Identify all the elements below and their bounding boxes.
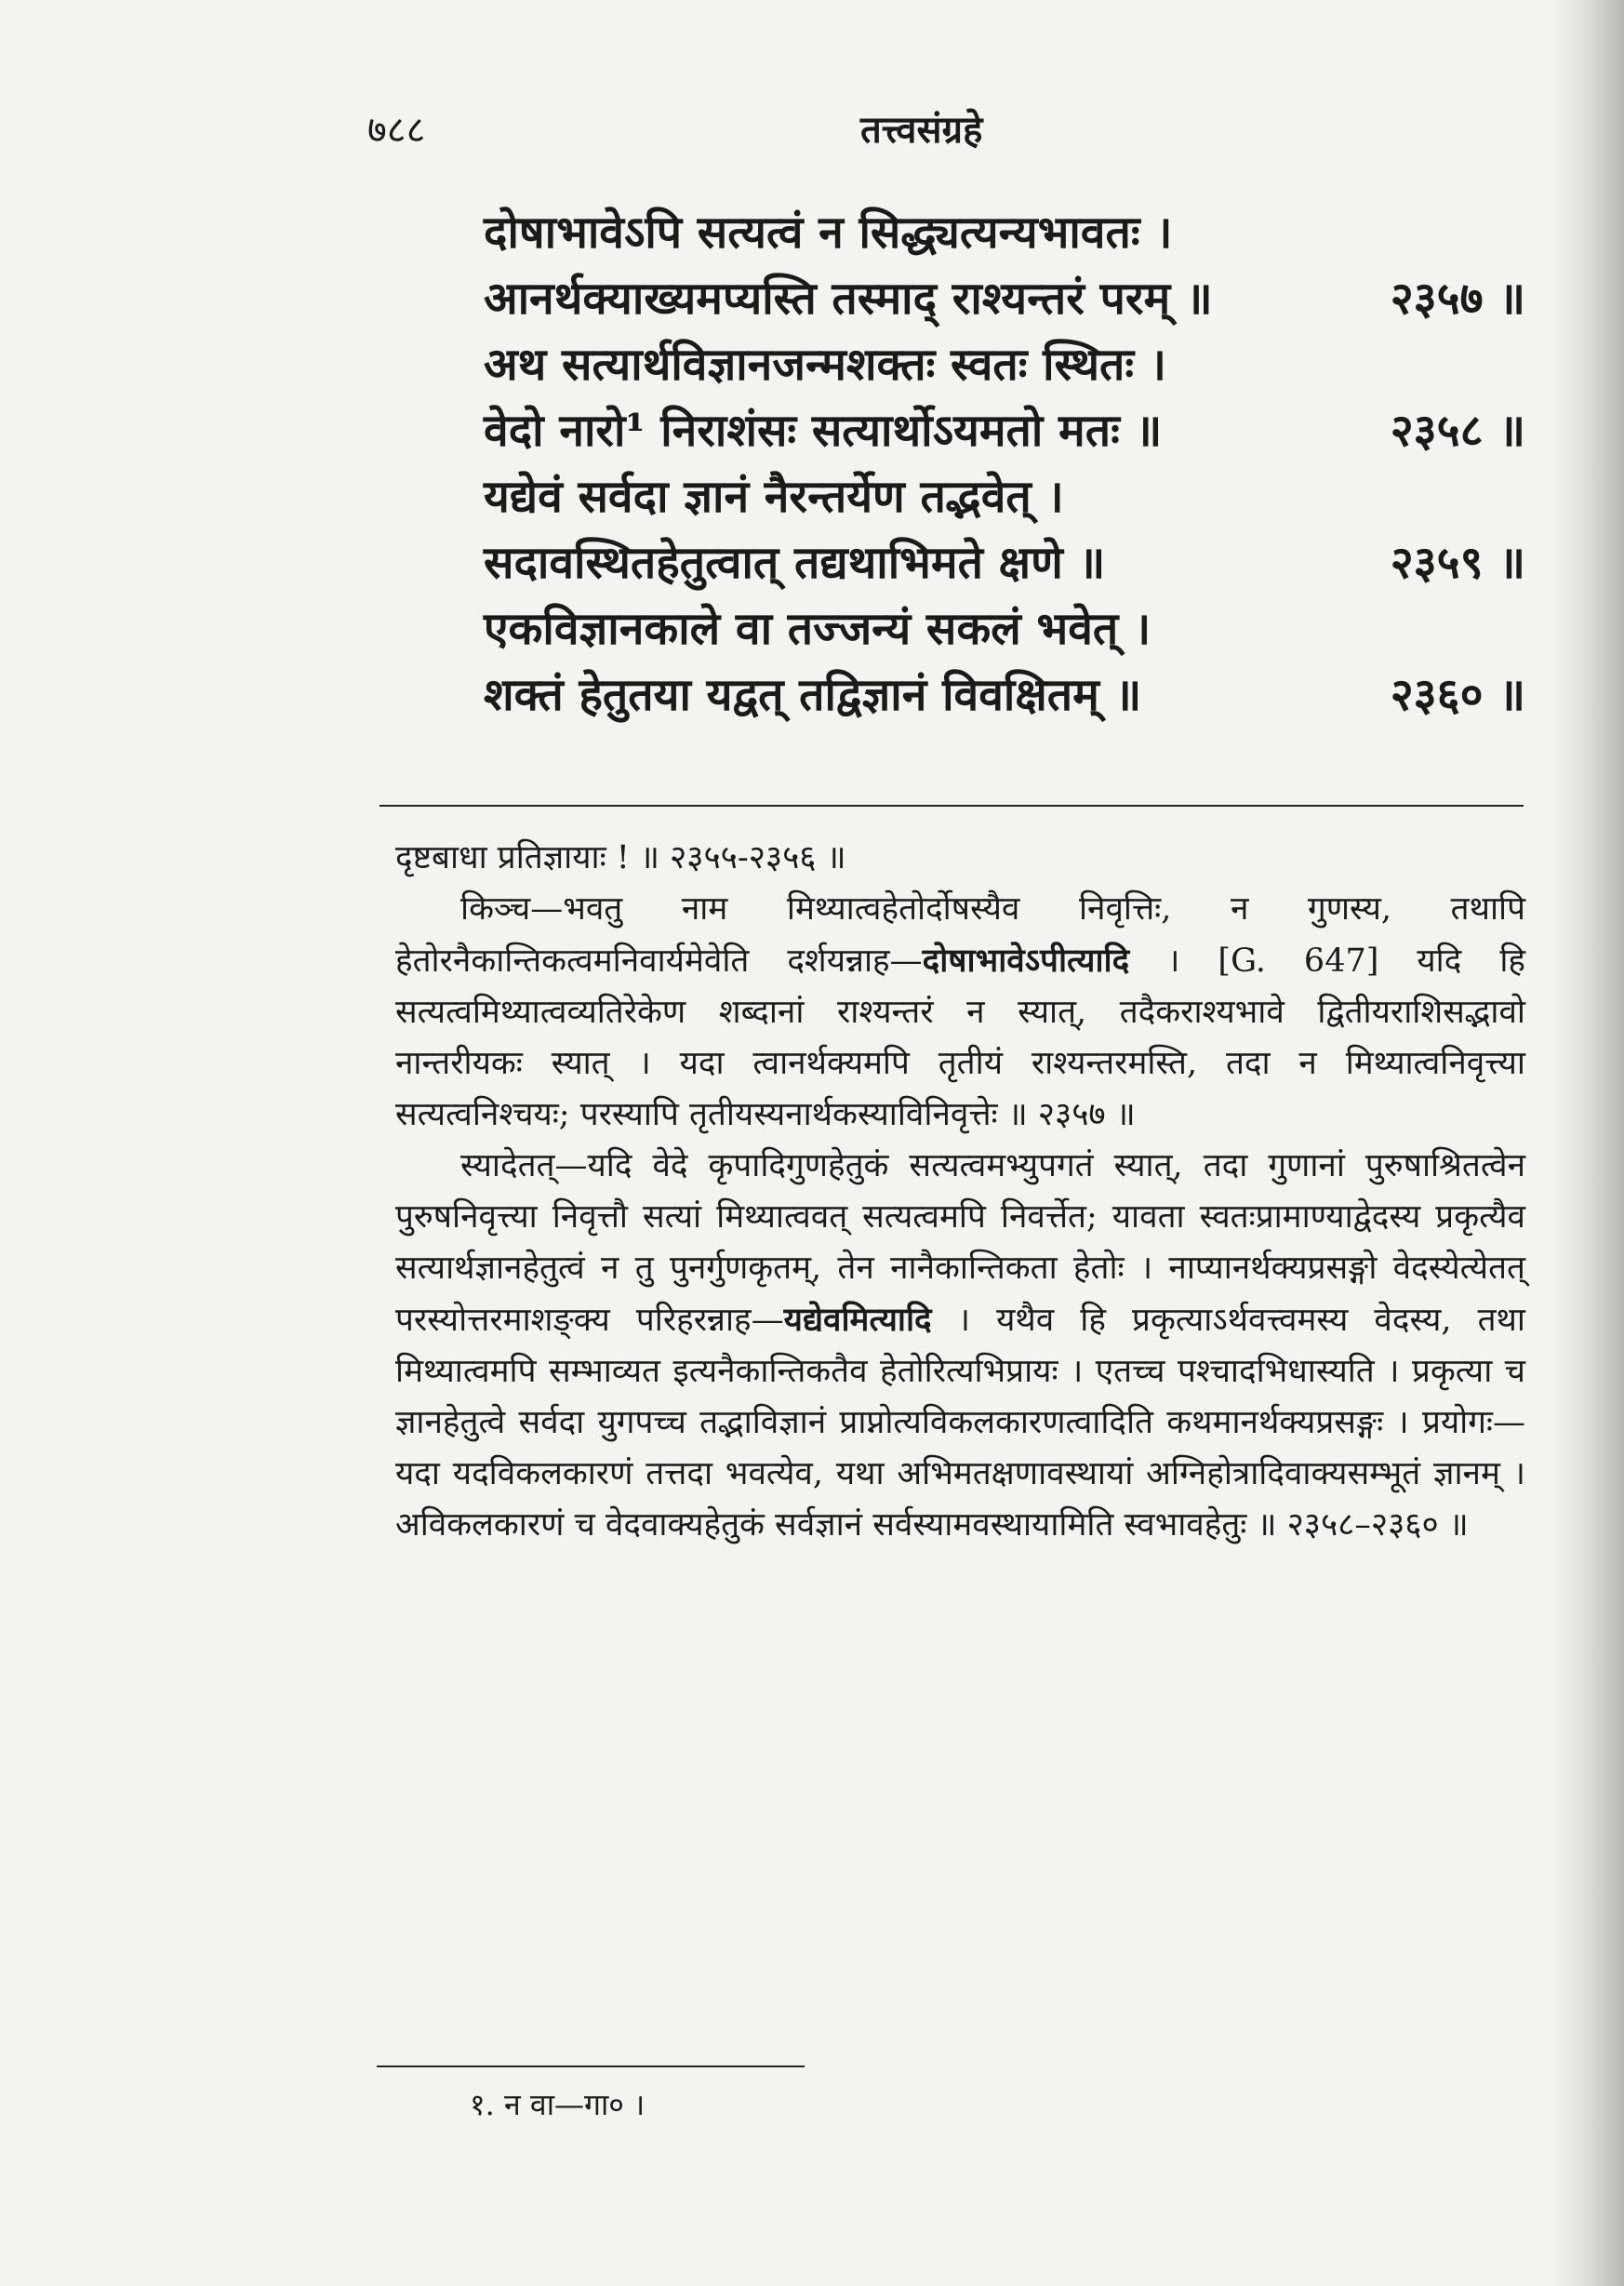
commentary-text: । [G. 647] यदि हि सत्यत्वमिथ्यात्वव्यतिरेकेण शब्दानां राश्यन्तरं न स्यात्, तदैकराश्यभावे द्वितीयराशिसद्भावो नान्तरीयकः स्यात् । यदा त्वानर्थक्यमपि तृतीयं राश्यन्तरमस्ति, तदा न मिथ्यात्वनिवृत्त्या सत्यत्वनिश्चयः; परस्यापि तृतीयस्यनार्थकस्याविनिवृत्तेः ॥ २३५७ ॥ <box>395 942 1525 1133</box>
commentary-text: । यथैव हि प्रकृत्याऽर्थवत्त्वमस्य वेदस्य, तथा मिथ्यात्वमपि सम्भाव्यत इत्यनैकान्तिकतैव हेतोरित्यभिप्रायः । एतच्च पश्चादभिधास्यति । प्रकृत्या च ज्ञानहेतुत्वे सर्वदा युगपच्च तद्भाविज्ञानं प्राप्नोत्यविकलकारणत्वादिति कथमानर्थक्यप्रसङ्गः । प्रयोगः—यदा यदविकलकारणं तत्तदा भवत्येव, यथा अभिमतक्षणावस्थायां अग्निहोत्रादिवाक्यसम्भूतं ज्ञानम् । अविकलकारणं च वेदवाक्यहेतुकं सर्वज्ञानं सर्वस्यामवस्थायामिति स्वभावहेतुः ॥ २३५८–२३६० ॥ <box>395 1302 1525 1544</box>
verse-text: दोषाभावेऽपि सत्यत्वं न सिद्ध्यत्यन्यभावतः । <box>484 207 1173 259</box>
page-edge-shadow <box>1550 0 1624 2286</box>
page-header <box>367 102 1530 167</box>
running-title: तत्त्वसंग्रहे <box>860 108 983 152</box>
verse-number: २३६० ॥ <box>1390 669 1525 721</box>
commentary-paragraph <box>395 884 1525 1141</box>
verse-text: यद्येवं सर्वदा ज्ञानं नैरन्तर्येण तद्भवेत् । <box>484 471 1064 523</box>
commentary-text: स्यादेतत्—यदि वेदे कृपादिगुणहेतुकं सत्यत्वमभ्युपगतं स्यात्, तदा गुणानां पुरुषाश्रितत्वेन पुरुषनिवृत्त्या निवृत्तौ सत्यां मिथ्यात्ववत् सत्यत्वमपि निवर्त्तेत; यावता स्वतःप्रामाण्याद्वेदस्य प्रकृत्यैव सत्यार्थज्ञानहेतुत्वं न तु पुनर्गुणकृतम्, तेन नानैकान्तिकता हेतोः । नाप्यानर्थक्यप्रसङ्गो वेदस्येत्येतत् परस्योत्तरमाशङ्क्य परिहरन्नाह— <box>395 1147 1525 1339</box>
verse-number: २३५७ ॥ <box>1390 273 1525 325</box>
verse-divider-rule <box>379 805 1524 807</box>
verse-line <box>484 530 1525 596</box>
footnote: १. न वा—गा० । <box>470 2087 646 2122</box>
page-number: ७८८ <box>367 109 426 152</box>
verse-line <box>484 662 1525 729</box>
footnote-rule <box>377 2065 805 2067</box>
verse-block <box>484 200 1525 729</box>
verse-line <box>484 266 1525 332</box>
verse-line <box>484 332 1525 398</box>
verse-number: २३५९ ॥ <box>1390 537 1525 589</box>
pratika-term: यद्येवमित्यादि <box>783 1301 932 1339</box>
commentary-paragraph: दृष्टबाधा प्रतिज्ञायाः ! ॥ २३५५-२३५६ ॥ <box>395 839 846 876</box>
verse-line <box>484 398 1525 464</box>
verse-line <box>484 596 1525 662</box>
pratika-term: दोषाभावेऽपीत्यादि <box>922 942 1130 980</box>
commentary-block <box>395 833 1525 1551</box>
verse-text: एकविज्ञानकाले वा तज्जन्यं सकलं भवेत् । <box>484 603 1151 655</box>
verse-text: वेदो नारो¹ निराशंसः सत्यार्थोऽयमतो मतः ॥ <box>484 405 1163 457</box>
verse-text: शक्तं हेतुतया यद्वत् तद्विज्ञानं विवक्षितम् ॥ <box>484 669 1142 721</box>
verse-number: २३५८ ॥ <box>1390 405 1525 457</box>
verse-text: आनर्थक्याख्यमप्यस्ति तस्माद् राश्यन्तरं परम् ॥ <box>484 273 1213 325</box>
commentary-text: किञ्च—भवतु नाम मिथ्यात्वहेतोर्दोषस्यैव निवृत्तिः, न गुणस्य, तथापि हेतोरनैकान्तिकत्वमनिवार्यमेवेति दर्शयन्नाह— <box>395 890 1525 980</box>
commentary-paragraph <box>395 1141 1525 1551</box>
verse-line <box>484 200 1525 266</box>
verse-line <box>484 464 1525 530</box>
verse-text: सदावस्थितहेतुत्वात् तद्यथाभिमते क्षणे ॥ <box>484 537 1106 589</box>
verse-text: अथ सत्यार्थविज्ञानजन्मशक्तः स्वतः स्थितः । <box>484 339 1166 391</box>
